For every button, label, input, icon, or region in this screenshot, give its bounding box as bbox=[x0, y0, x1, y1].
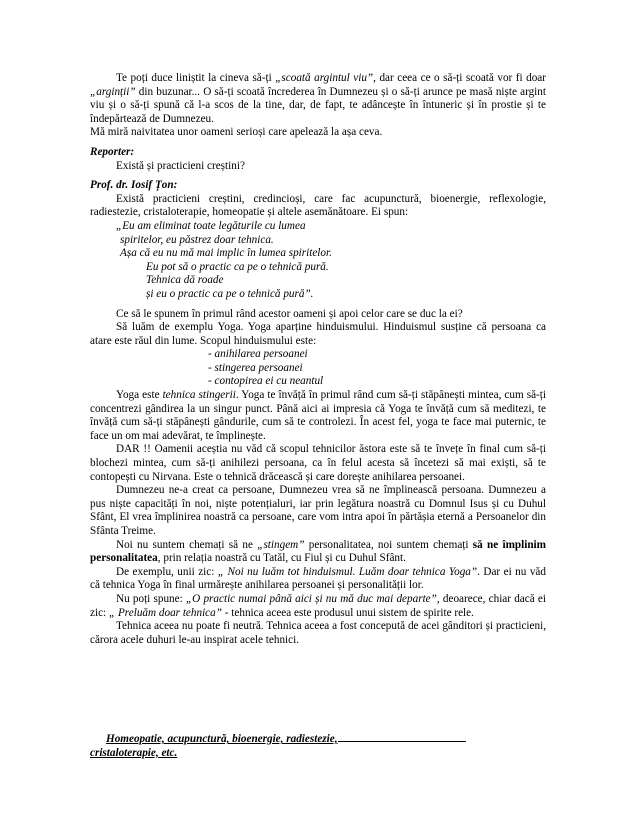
footer-heading-line2: cristaloterapie, etc. bbox=[90, 746, 178, 759]
paragraph: Tehnica aceea nu poate fi neutră. Tehnica aceea a fost concepută de acei gânditori și practicieni, cărora acele duhuri le-au inspirat acele tehnici. bbox=[90, 620, 546, 646]
paragraph: Dumnezeu ne-a creat ca persoane, Dumnezeu vrea să ne împlinească persoana. Dumnezeu a pus niște capacități în noi, niște potențialuri, iar prin legătura noastră cu Domnul Isus și cu Duhul Sfânt, El vrea împlinirea noastră ca persoane, care vom intra apoi în părtășia eternă a Persoanelor din Sfânta Treime. bbox=[90, 484, 546, 537]
paragraph: Ce să le spunem în primul rând acestor oameni și apoi celor care se duc la ei? bbox=[116, 307, 463, 320]
paragraph: Nu poți spune: „O practic numai până aici și nu mă duc mai departe”, deoarece, chiar dacă ei zic: „ Preluăm doar tehnica” - tehnica aceea este produsul unui sistem de spirite rele. bbox=[90, 592, 546, 619]
quote-line: „Eu am eliminat toate legăturile cu lumea bbox=[116, 219, 306, 232]
paragraph: Să luăm de exemplu Yoga. Yoga aparține hinduismului. Hinduismul susține că persoana ca atare este răul din lume. Scopul hinduismului este: bbox=[90, 321, 546, 347]
quote-line: spiritelor, eu păstrez doar tehnica. bbox=[120, 233, 274, 246]
speaker-label-reporter: Reporter: bbox=[90, 145, 135, 158]
paragraph: Te poți duce liniștit la cineva să-ți „scoată argintul viu”, dar ceea ce o să-ți scoată vor fi doar „arginții” din buzunar... O să-ți scoată încrederea în Dumnezeu și o să-ți arunce pe masă niște argint viu și o să-ți spună că l-a scos de la tine, dar, de fapt, te adâncește în întuneric și în prostie și te îndepărtează de Dumnezeu. bbox=[90, 72, 546, 125]
paragraph: Există practicieni creștini, credincioși, care fac acupunctură, bioenergie, reflexologie, radiestezie, cristaloterapie, homeopatie și altele asemănătoare. Ei spun: bbox=[90, 192, 546, 219]
section-heading-footer bbox=[90, 731, 546, 760]
quote-line: Așa că eu nu mă mai implic în lumea spiritelor. bbox=[120, 247, 332, 260]
paragraph: Yoga este tehnica stingerii. Yoga te învăță în primul rând cum să-ți stăpânești mintea, cum să-ți concentrezi gândirea la un singur punct. Până aici ai impresia că Yoga te învăță cum să meditezi, te învăță cum să-ți stăpânești gândurile, cum să te controlezi. În acest fel, yoga te face mai puternic, te face un om mai adevărat, te împlinește. bbox=[90, 389, 546, 442]
quote-line: Eu pot să o practic ca pe o tehnică pură. bbox=[146, 260, 329, 273]
paragraph: Noi nu suntem chemați să ne „stingem” personalitatea, noi suntem chemați să ne împlinim personalitatea, prin relația noastră cu Tatăl, cu Fiul și cu Duhul Sfânt. bbox=[90, 538, 546, 565]
paragraph: Mă miră naivitatea unor oameni serioși care apelează la așa ceva. bbox=[90, 126, 383, 139]
reporter-question: Există și practicieni creștini? bbox=[116, 159, 245, 172]
quote-line: și eu o practic ca pe o tehnică pură”. bbox=[146, 287, 314, 300]
speaker-label-prof: Prof. dr. Iosif Țon: bbox=[90, 179, 178, 192]
list-item: - anihilarea persoanei bbox=[208, 348, 308, 361]
list-item: - stingerea persoanei bbox=[208, 361, 303, 374]
quote-line: Tehnica dă roade bbox=[146, 274, 224, 287]
paragraph: De exemplu, unii zic: „ Noi nu luăm tot hinduismul. Luăm doar tehnica Yoga”. Dar ei nu văd că tehnica Yoga în final urmărește anihilarea persoanei și personalității lor. bbox=[90, 565, 546, 592]
footer-heading-line1: Homeopatie, acupunctură, bioenergie, radiestezie, bbox=[106, 733, 338, 745]
paragraph: DAR !! Oamenii aceștia nu văd că scopul tehnicilor ăstora este să te învețe în final cum să-ți blochezi mintea, cum să-ți anihilezi persoana, ca în felul acesta să încetezi să mai exiști, să te contopești cu Nirvana. Este o tehnică drăcească și care dorește anihilarea persoanei. bbox=[90, 443, 546, 483]
underline-fill bbox=[338, 731, 466, 742]
list-item: - contopirea ei cu neantul bbox=[208, 375, 324, 388]
document-body bbox=[90, 72, 546, 647]
